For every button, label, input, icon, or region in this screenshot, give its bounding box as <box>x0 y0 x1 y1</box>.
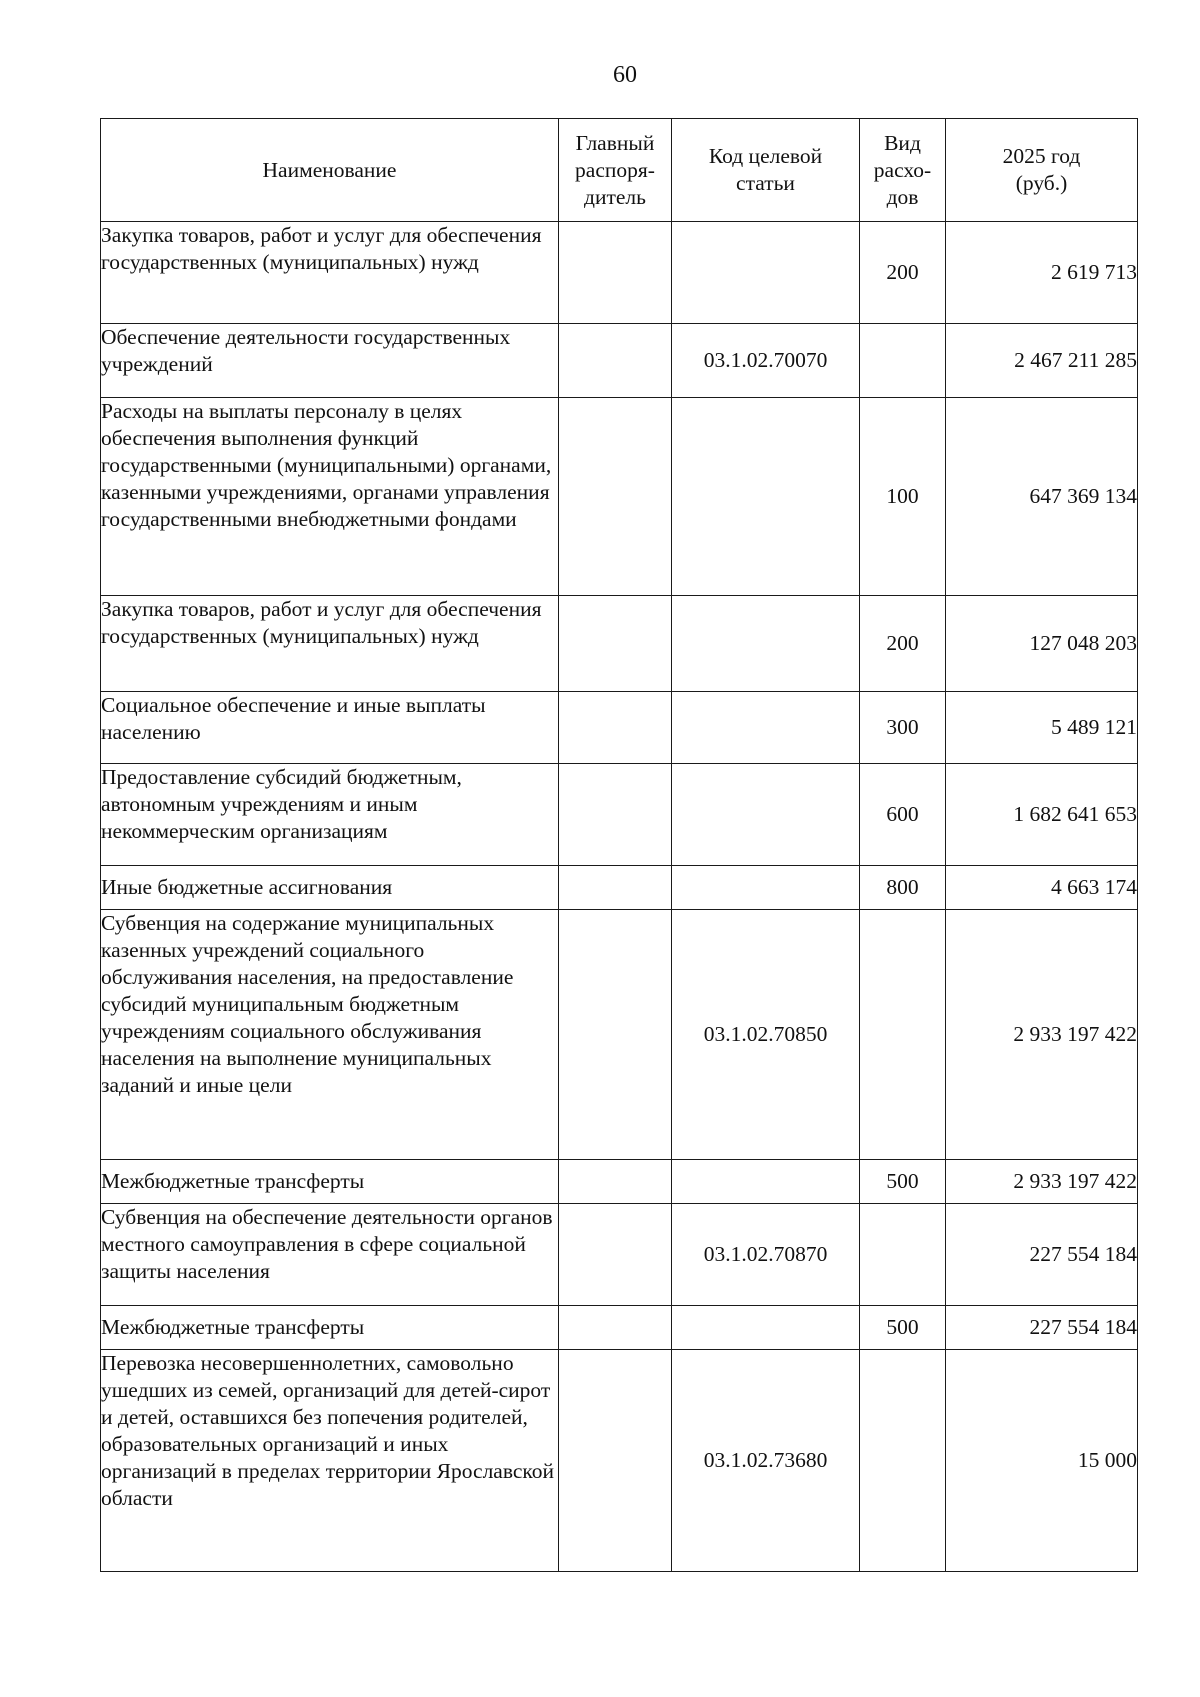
header-admin: Главный распоря- дитель <box>559 119 672 222</box>
row-code <box>672 866 860 910</box>
row-code: 03.1.02.73680 <box>672 1350 860 1572</box>
row-name: Предоставление субсидий бюджетным, автономным учреждениям и иным некоммерческим организациям <box>101 764 559 866</box>
row-name: Обеспечение деятельности государственных учреждений <box>101 324 559 398</box>
row-amount: 2 933 197 422 <box>946 910 1138 1160</box>
row-name: Межбюджетные трансферты <box>101 1306 559 1350</box>
table-row <box>101 1350 1138 1572</box>
table-row <box>101 764 1138 866</box>
table-row <box>101 222 1138 324</box>
row-name: Закупка товаров, работ и услуг для обеспечения государственных (муниципальных) нужд <box>101 596 559 692</box>
row-name: Социальное обеспечение и иные выплаты населению <box>101 692 559 764</box>
row-code <box>672 398 860 596</box>
row-type <box>860 910 946 1160</box>
row-admin <box>559 222 672 324</box>
row-admin <box>559 692 672 764</box>
budget-table <box>100 118 1138 1572</box>
row-code <box>672 1160 860 1204</box>
row-amount: 2 933 197 422 <box>946 1160 1138 1204</box>
row-amount: 227 554 184 <box>946 1204 1138 1306</box>
row-amount: 5 489 121 <box>946 692 1138 764</box>
table-row <box>101 1204 1138 1306</box>
row-amount: 4 663 174 <box>946 866 1138 910</box>
row-code <box>672 222 860 324</box>
table-row <box>101 910 1138 1160</box>
row-admin <box>559 1350 672 1572</box>
table-row <box>101 398 1138 596</box>
row-amount: 127 048 203 <box>946 596 1138 692</box>
header-type: Вид расхо- дов <box>860 119 946 222</box>
row-type: 500 <box>860 1160 946 1204</box>
row-admin <box>559 1306 672 1350</box>
table-header-row <box>101 119 1138 222</box>
row-admin <box>559 866 672 910</box>
header-name: Наименование <box>101 119 559 222</box>
row-admin <box>559 764 672 866</box>
row-type: 200 <box>860 222 946 324</box>
header-code: Код целевой статьи <box>672 119 860 222</box>
row-name: Закупка товаров, работ и услуг для обеспечения государственных (муниципальных) нужд <box>101 222 559 324</box>
row-type <box>860 1204 946 1306</box>
row-name: Иные бюджетные ассигнования <box>101 866 559 910</box>
table-row <box>101 1306 1138 1350</box>
row-admin <box>559 910 672 1160</box>
table-row <box>101 866 1138 910</box>
row-code: 03.1.02.70070 <box>672 324 860 398</box>
row-type: 800 <box>860 866 946 910</box>
row-name: Перевозка несовершеннолетних, самовольно ушедших из семей, организаций для детей-сирот и детей, оставшихся без попечения родителей, образовательных организаций и иных организаций в пределах территории Ярославской области <box>101 1350 559 1572</box>
row-admin <box>559 1204 672 1306</box>
row-type: 200 <box>860 596 946 692</box>
row-type <box>860 1350 946 1572</box>
row-type: 600 <box>860 764 946 866</box>
row-name: Субвенция на обеспечение деятельности органов местного самоуправления в сфере социальной защиты населения <box>101 1204 559 1306</box>
row-name: Расходы на выплаты персоналу в целях обеспечения выполнения функций государственными (муниципальными) органами, казенными учреждениями, органами управления государственными внебюджетными фондами <box>101 398 559 596</box>
row-amount: 227 554 184 <box>946 1306 1138 1350</box>
row-type: 100 <box>860 398 946 596</box>
row-type: 500 <box>860 1306 946 1350</box>
row-amount: 1 682 641 653 <box>946 764 1138 866</box>
row-amount: 2 467 211 285 <box>946 324 1138 398</box>
table-row <box>101 1160 1138 1204</box>
page-number: 60 <box>613 62 637 88</box>
row-code <box>672 1306 860 1350</box>
row-admin <box>559 398 672 596</box>
row-admin <box>559 596 672 692</box>
row-code: 03.1.02.70870 <box>672 1204 860 1306</box>
row-amount: 647 369 134 <box>946 398 1138 596</box>
table-row <box>101 692 1138 764</box>
row-admin <box>559 324 672 398</box>
row-amount: 15 000 <box>946 1350 1138 1572</box>
row-name: Межбюджетные трансферты <box>101 1160 559 1204</box>
header-amount: 2025 год (руб.) <box>946 119 1138 222</box>
row-type <box>860 324 946 398</box>
row-amount: 2 619 713 <box>946 222 1138 324</box>
table-row <box>101 596 1138 692</box>
row-code <box>672 596 860 692</box>
row-code: 03.1.02.70850 <box>672 910 860 1160</box>
row-name: Субвенция на содержание муниципальных казенных учреждений социального обслуживания населения, на предоставление субсидий муниципальным бюджетным учреждениям социального обслуживания населения на выполнение муниципальных заданий и иные цели <box>101 910 559 1160</box>
row-code <box>672 692 860 764</box>
row-type: 300 <box>860 692 946 764</box>
row-admin <box>559 1160 672 1204</box>
row-code <box>672 764 860 866</box>
table-row <box>101 324 1138 398</box>
